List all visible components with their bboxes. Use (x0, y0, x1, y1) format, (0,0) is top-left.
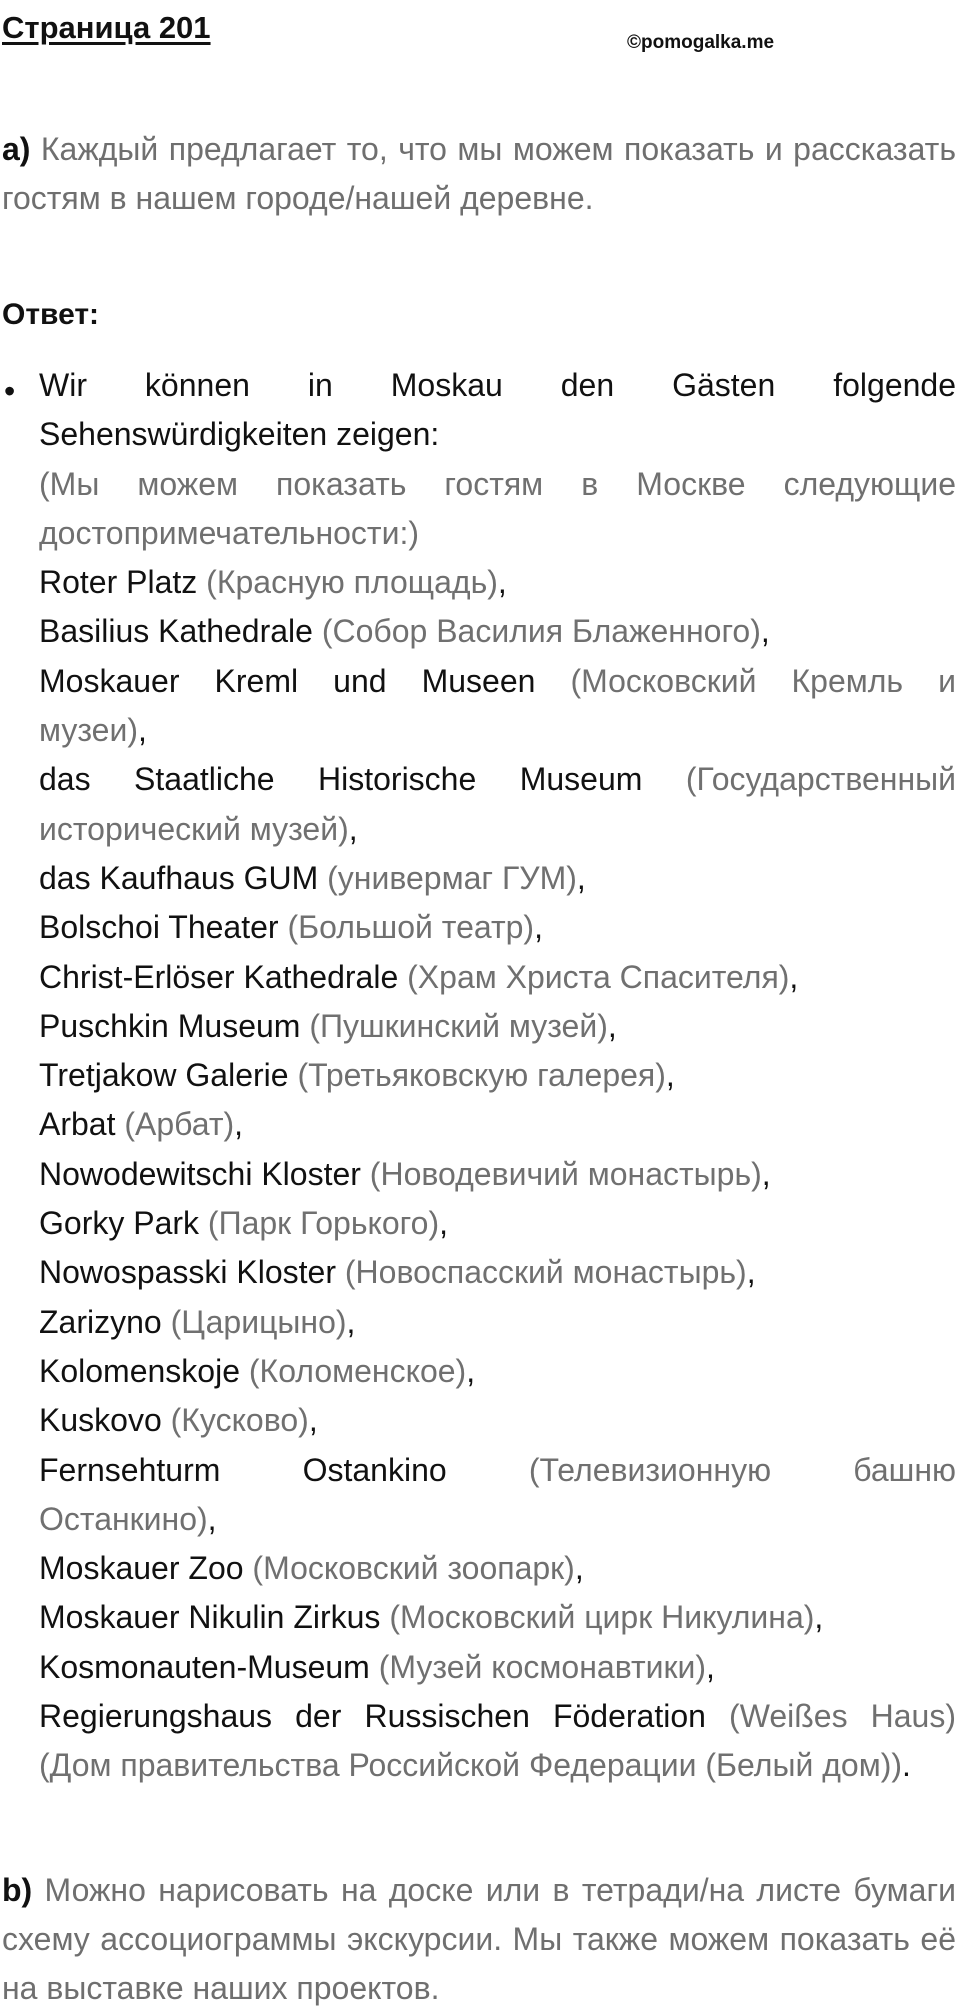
task-b (2, 1866, 956, 2013)
list-item: Bolschoi Theater (Большой театр), (39, 909, 543, 946)
page-title: Страница 201 (2, 10, 211, 45)
list-item-continuation: (Дом правительства Российской Федерации (Белый дом)). (39, 1747, 911, 1784)
list-item: Kosmonauten-Museum (Музей космонавтики), (39, 1648, 715, 1685)
intro-de-line-2: Sehenswürdigkeiten zeigen: (39, 416, 440, 453)
list-item: Roter Platz (Красную площадь), (39, 564, 507, 601)
list-item-continuation: исторический музей), (39, 810, 358, 847)
list-item: das Kaufhaus GUM (универмаг ГУМ), (39, 859, 586, 896)
list-item: Arbat (Арбат), (39, 1106, 244, 1143)
list-item-continuation: Останкино), (39, 1500, 217, 1537)
list-item: Tretjakow Galerie (Третьяковскую галерея), (39, 1057, 675, 1094)
list-item: Moskauer Zoo (Московский зоопарк), (39, 1550, 584, 1587)
list-item: Nowospasski Kloster (Новоспасский монастырь), (39, 1254, 756, 1291)
watermark: ©pomogalka.me (627, 32, 775, 53)
list-item: Kolomenskoje (Коломенское), (39, 1352, 476, 1389)
list-item: Fernsehturm Ostankino (Телевизионную башню (39, 1451, 957, 1488)
task-a-text: Каждый предлагает то, что мы можем показать и рассказать гостям в нашем городе/нашей деревне. (2, 131, 956, 216)
list-item: Zarizyno (Царицыно), (39, 1303, 356, 1340)
task-a-label: a) (2, 131, 31, 167)
page-header (0, 8, 960, 53)
list-item-continuation: музеи), (39, 712, 147, 749)
list-item: Regierungshaus der Russischen Föderation (Weißes Haus) (39, 1698, 957, 1735)
task-b-label: b) (2, 1872, 33, 1908)
intro-de-line-1: Wir können in Moskau den Gästen folgende (39, 367, 956, 403)
list-item: Basilius Kathedrale (Собор Василия Блаженного), (39, 613, 770, 650)
bullet-icon: • (4, 373, 16, 409)
list-item: Puschkin Museum (Пушкинский музей), (39, 1007, 617, 1044)
answer-list (39, 361, 956, 1791)
intro-ru-line-2: достопримечательности:) (39, 514, 419, 551)
intro-ru-line-1: (Мы можем показать гостям в Москве следующие (39, 465, 956, 502)
list-item: Nowodewitschi Kloster (Новодевичий монастырь), (39, 1155, 771, 1192)
list-item: Christ-Erlöser Kathedrale (Храм Христа Спасителя), (39, 958, 799, 995)
list-item: Moskauer Nikulin Zirkus (Московский цирк Никулина), (39, 1599, 824, 1636)
task-a (2, 125, 956, 223)
list-item: Kuskovo (Кусково), (39, 1402, 318, 1439)
list-item: Moskauer Kreml und Museen (Московский Кремль и (39, 662, 957, 699)
task-b-text: Можно нарисовать на доске или в тетради/на листе бумаги схему ассоциограммы экскурсии. Мы также можем показать её на выставке наших проектов. (2, 1872, 956, 2006)
list-item: das Staatliche Historische Museum (Государственный (39, 761, 956, 798)
answer-label: Ответ: (2, 298, 100, 331)
list-item: Gorky Park (Парк Горького), (39, 1205, 448, 1242)
